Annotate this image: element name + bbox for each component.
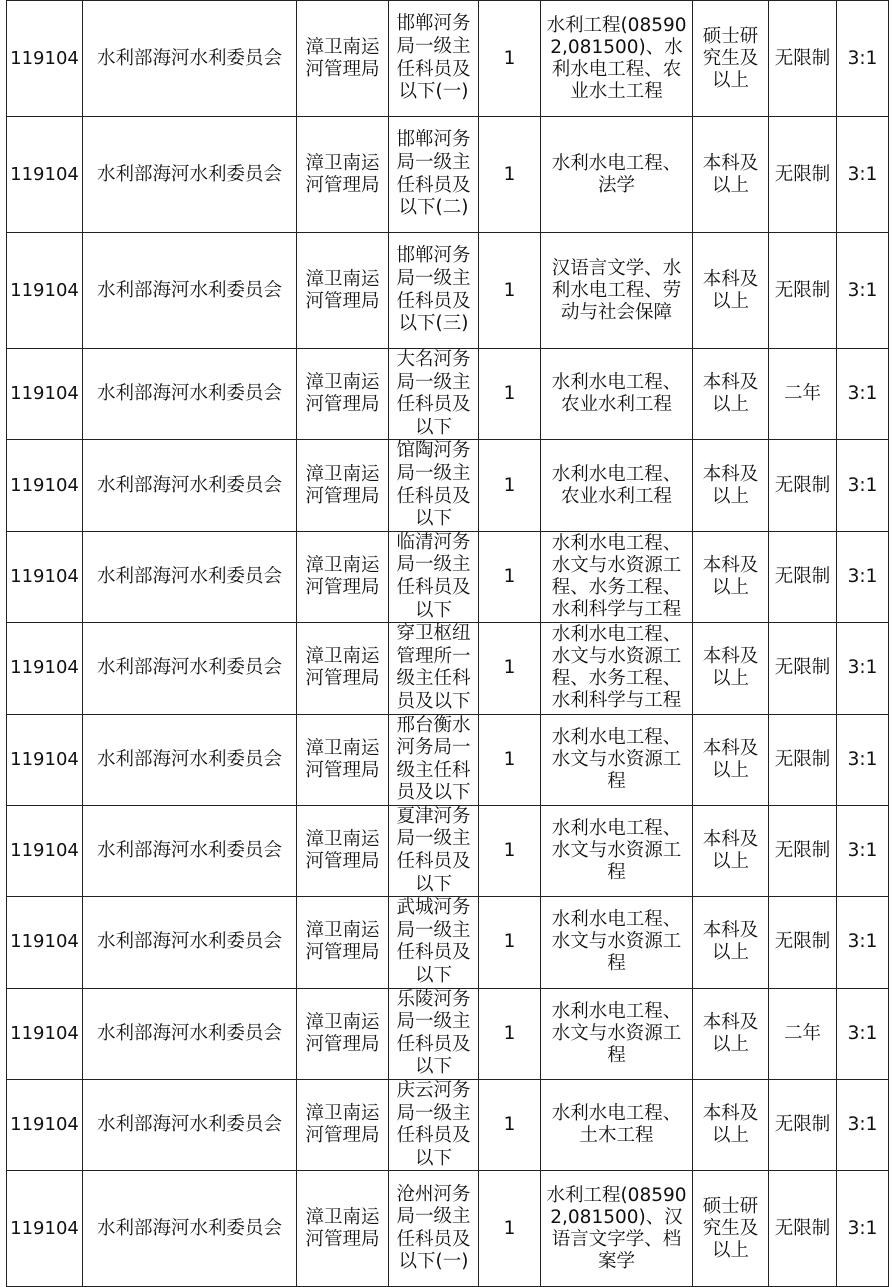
- cell-ratio: 3:1: [837, 805, 889, 896]
- cell-position: 邢台衡水河务局一级主任科员及以下: [389, 714, 479, 805]
- table-row: [7, 531, 889, 622]
- cell-major: 水利水电工程、水文与水资源工程、水务工程、水利科学与工程: [541, 531, 693, 622]
- cell-count: 1: [479, 623, 541, 714]
- cell-ratio: 3:1: [837, 440, 889, 531]
- table-row: [7, 440, 889, 531]
- cell-code: 119104: [7, 1080, 83, 1171]
- cell-position: 武城河务局一级主任科员及以下: [389, 897, 479, 988]
- cell-code: 119104: [7, 623, 83, 714]
- cell-unit: 漳卫南运河管理局: [297, 440, 389, 531]
- cell-code: 119104: [7, 897, 83, 988]
- table-row: [7, 117, 889, 233]
- table-row: [7, 623, 889, 714]
- cell-ratio: 3:1: [837, 1080, 889, 1171]
- cell-position: 穿卫枢纽管理所一级主任科员及以下: [389, 623, 479, 714]
- table-row: [7, 988, 889, 1079]
- cell-ratio: 3:1: [837, 349, 889, 440]
- cell-code: 119104: [7, 714, 83, 805]
- cell-department: 水利部海河水利委员会: [83, 233, 297, 349]
- cell-position: 邯郸河务局一级主任科员及以下(三): [389, 233, 479, 349]
- cell-experience: 无限制: [769, 1, 837, 117]
- cell-unit: 漳卫南运河管理局: [297, 531, 389, 622]
- cell-code: 119104: [7, 805, 83, 896]
- cell-ratio: 3:1: [837, 1171, 889, 1287]
- cell-major: 水利水电工程、土木工程: [541, 1080, 693, 1171]
- cell-code: 119104: [7, 1, 83, 117]
- cell-experience: 无限制: [769, 714, 837, 805]
- cell-major: 汉语言文学、水利水电工程、劳动与社会保障: [541, 233, 693, 349]
- cell-department: 水利部海河水利委员会: [83, 117, 297, 233]
- cell-ratio: 3:1: [837, 897, 889, 988]
- cell-department: 水利部海河水利委员会: [83, 897, 297, 988]
- cell-ratio: 3:1: [837, 531, 889, 622]
- cell-count: 1: [479, 988, 541, 1079]
- cell-code: 119104: [7, 1171, 83, 1287]
- cell-experience: 无限制: [769, 805, 837, 896]
- cell-major: 水利水电工程、水文与水资源工程: [541, 988, 693, 1079]
- cell-major: 水利水电工程、水文与水资源工程、水务工程、水利科学与工程: [541, 623, 693, 714]
- cell-department: 水利部海河水利委员会: [83, 440, 297, 531]
- cell-unit: 漳卫南运河管理局: [297, 1080, 389, 1171]
- cell-education: 本科及以上: [693, 988, 769, 1079]
- cell-education: 本科及以上: [693, 531, 769, 622]
- cell-position: 大名河务局一级主任科员及以下: [389, 349, 479, 440]
- cell-code: 119104: [7, 988, 83, 1079]
- table-row: [7, 233, 889, 349]
- cell-code: 119104: [7, 531, 83, 622]
- cell-code: 119104: [7, 233, 83, 349]
- cell-department: 水利部海河水利委员会: [83, 1171, 297, 1287]
- cell-experience: 无限制: [769, 233, 837, 349]
- cell-education: 硕士研究生及以上: [693, 1, 769, 117]
- cell-code: 119104: [7, 349, 83, 440]
- cell-department: 水利部海河水利委员会: [83, 1, 297, 117]
- cell-unit: 漳卫南运河管理局: [297, 117, 389, 233]
- cell-education: 本科及以上: [693, 623, 769, 714]
- table-row: [7, 897, 889, 988]
- cell-experience: 无限制: [769, 1080, 837, 1171]
- cell-education: 本科及以上: [693, 117, 769, 233]
- cell-education: 本科及以上: [693, 805, 769, 896]
- table-row: [7, 714, 889, 805]
- cell-count: 1: [479, 233, 541, 349]
- cell-count: 1: [479, 349, 541, 440]
- cell-count: 1: [479, 1, 541, 117]
- cell-unit: 漳卫南运河管理局: [297, 1, 389, 117]
- cell-unit: 漳卫南运河管理局: [297, 897, 389, 988]
- cell-department: 水利部海河水利委员会: [83, 349, 297, 440]
- cell-count: 1: [479, 1080, 541, 1171]
- cell-count: 1: [479, 714, 541, 805]
- cell-unit: 漳卫南运河管理局: [297, 805, 389, 896]
- cell-major: 水利工程(085902,081500)、水利水电工程、农业水土工程: [541, 1, 693, 117]
- cell-code: 119104: [7, 117, 83, 233]
- cell-unit: 漳卫南运河管理局: [297, 714, 389, 805]
- cell-experience: 无限制: [769, 623, 837, 714]
- cell-education: 本科及以上: [693, 1080, 769, 1171]
- cell-ratio: 3:1: [837, 117, 889, 233]
- cell-ratio: 3:1: [837, 1, 889, 117]
- cell-unit: 漳卫南运河管理局: [297, 349, 389, 440]
- cell-count: 1: [479, 805, 541, 896]
- cell-count: 1: [479, 531, 541, 622]
- cell-position: 邯郸河务局一级主任科员及以下(一): [389, 1, 479, 117]
- cell-major: 水利水电工程、农业水利工程: [541, 440, 693, 531]
- table-body: [7, 1, 889, 1287]
- cell-unit: 漳卫南运河管理局: [297, 233, 389, 349]
- cell-major: 水利水电工程、法学: [541, 117, 693, 233]
- recruitment-table: [6, 0, 889, 1287]
- cell-education: 硕士研究生及以上: [693, 1171, 769, 1287]
- cell-department: 水利部海河水利委员会: [83, 714, 297, 805]
- cell-experience: 二年: [769, 349, 837, 440]
- cell-department: 水利部海河水利委员会: [83, 988, 297, 1079]
- cell-experience: 无限制: [769, 531, 837, 622]
- cell-department: 水利部海河水利委员会: [83, 1080, 297, 1171]
- cell-experience: 无限制: [769, 897, 837, 988]
- cell-major: 水利水电工程、水文与水资源工程: [541, 897, 693, 988]
- table-row: [7, 1, 889, 117]
- cell-position: 乐陵河务局一级主任科员及以下: [389, 988, 479, 1079]
- cell-count: 1: [479, 1171, 541, 1287]
- cell-ratio: 3:1: [837, 233, 889, 349]
- cell-education: 本科及以上: [693, 233, 769, 349]
- cell-unit: 漳卫南运河管理局: [297, 623, 389, 714]
- cell-experience: 无限制: [769, 117, 837, 233]
- cell-department: 水利部海河水利委员会: [83, 805, 297, 896]
- cell-education: 本科及以上: [693, 349, 769, 440]
- table-row: [7, 349, 889, 440]
- cell-major: 水利水电工程、农业水利工程: [541, 349, 693, 440]
- cell-position: 夏津河务局一级主任科员及以下: [389, 805, 479, 896]
- cell-position: 沧州河务局一级主任科员及以下(一): [389, 1171, 479, 1287]
- cell-ratio: 3:1: [837, 714, 889, 805]
- cell-major: 水利水电工程、水文与水资源工程: [541, 805, 693, 896]
- cell-education: 本科及以上: [693, 714, 769, 805]
- cell-position: 邯郸河务局一级主任科员及以下(二): [389, 117, 479, 233]
- cell-major: 水利水电工程、水文与水资源工程: [541, 714, 693, 805]
- cell-experience: 无限制: [769, 1171, 837, 1287]
- cell-education: 本科及以上: [693, 897, 769, 988]
- cell-experience: 无限制: [769, 440, 837, 531]
- cell-code: 119104: [7, 440, 83, 531]
- cell-count: 1: [479, 117, 541, 233]
- cell-major: 水利工程(085902,081500)、汉语言文字学、档案学: [541, 1171, 693, 1287]
- cell-department: 水利部海河水利委员会: [83, 623, 297, 714]
- cell-count: 1: [479, 897, 541, 988]
- cell-unit: 漳卫南运河管理局: [297, 988, 389, 1079]
- cell-unit: 漳卫南运河管理局: [297, 1171, 389, 1287]
- cell-education: 本科及以上: [693, 440, 769, 531]
- cell-ratio: 3:1: [837, 988, 889, 1079]
- cell-position: 庆云河务局一级主任科员及以下: [389, 1080, 479, 1171]
- cell-experience: 二年: [769, 988, 837, 1079]
- table-row: [7, 1080, 889, 1171]
- cell-ratio: 3:1: [837, 623, 889, 714]
- cell-position: 临清河务局一级主任科员及以下: [389, 531, 479, 622]
- cell-position: 馆陶河务局一级主任科员及以下: [389, 440, 479, 531]
- table-row: [7, 805, 889, 896]
- cell-department: 水利部海河水利委员会: [83, 531, 297, 622]
- table-row: [7, 1171, 889, 1287]
- cell-count: 1: [479, 440, 541, 531]
